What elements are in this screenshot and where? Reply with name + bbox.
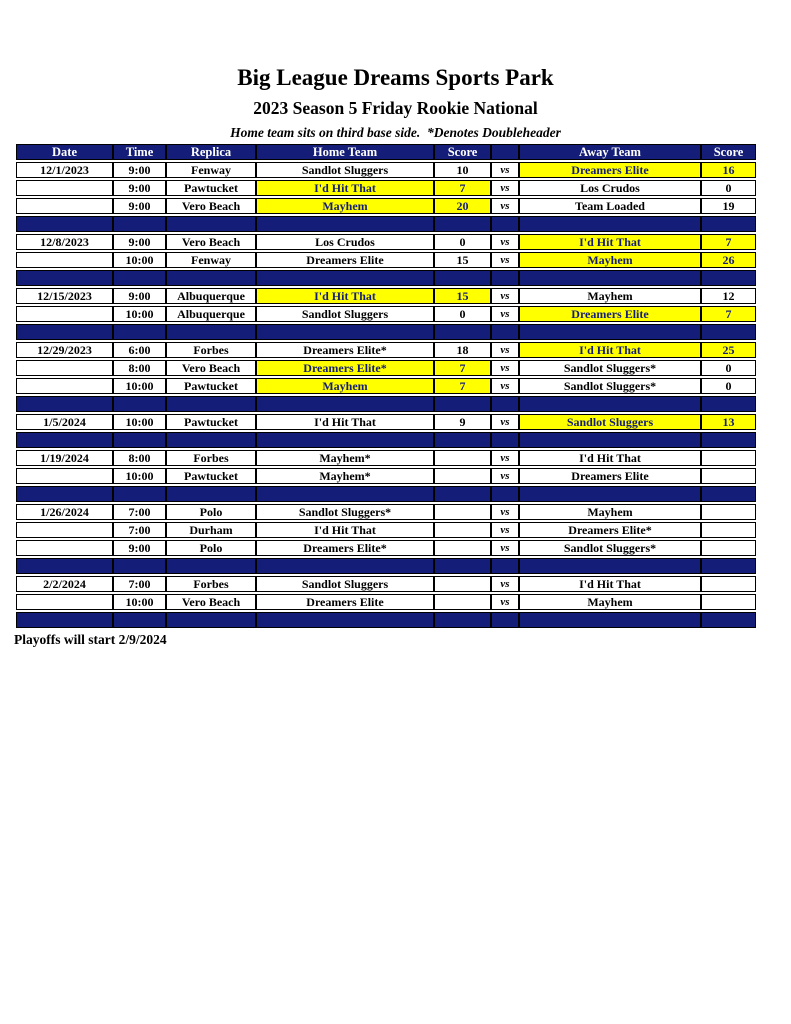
separator-cell (256, 324, 434, 340)
time-cell: 9:00 (113, 198, 166, 214)
separator-row (16, 558, 756, 574)
vs-cell: vs (491, 306, 519, 322)
home-score-cell (434, 450, 491, 466)
home-score-cell (434, 468, 491, 484)
separator-row (16, 216, 756, 232)
separator-cell (166, 486, 256, 502)
separator-cell (519, 612, 701, 628)
game-row (16, 378, 756, 394)
date-cell: 1/19/2024 (16, 450, 113, 466)
separator-cell (519, 270, 701, 286)
separator-cell (16, 612, 113, 628)
home-team-cell: Sandlot Sluggers (256, 576, 434, 592)
away-team-cell: Dreamers Elite* (519, 522, 701, 538)
separator-cell (519, 396, 701, 412)
time-cell: 9:00 (113, 162, 166, 178)
separator-cell (491, 432, 519, 448)
game-row (16, 576, 756, 592)
away-score-cell: 7 (701, 306, 756, 322)
separator-cell (166, 612, 256, 628)
home-team-cell: Dreamers Elite (256, 252, 434, 268)
home-score-cell: 9 (434, 414, 491, 430)
separator-cell (701, 432, 756, 448)
vs-cell: vs (491, 378, 519, 394)
separator-cell (16, 270, 113, 286)
home-score-cell: 15 (434, 288, 491, 304)
home-score-cell: 7 (434, 378, 491, 394)
vs-cell: vs (491, 540, 519, 556)
vs-cell: vs (491, 522, 519, 538)
separator-cell (434, 396, 491, 412)
separator-cell (519, 324, 701, 340)
home-score-cell: 0 (434, 234, 491, 250)
vs-cell: vs (491, 576, 519, 592)
away-team-cell: Dreamers Elite (519, 162, 701, 178)
separator-cell (256, 612, 434, 628)
home-team-cell: Mayhem* (256, 468, 434, 484)
separator-cell (16, 216, 113, 232)
away-score-cell: 13 (701, 414, 756, 430)
away-score-cell (701, 468, 756, 484)
separator-cell (256, 558, 434, 574)
date-cell: 2/2/2024 (16, 576, 113, 592)
separator-cell (434, 558, 491, 574)
game-row (16, 522, 756, 538)
separator-cell (434, 216, 491, 232)
separator-cell (166, 216, 256, 232)
away-team-cell: Sandlot Sluggers* (519, 360, 701, 376)
date-cell (16, 522, 113, 538)
page-subtitle: 2023 Season 5 Friday Rookie National (253, 98, 538, 118)
page-note: Home team sits on third base side. *Denotes Doubleheader (230, 125, 561, 140)
vs-cell: vs (491, 594, 519, 610)
away-score-cell: 7 (701, 234, 756, 250)
vs-cell: vs (491, 468, 519, 484)
time-cell: 10:00 (113, 468, 166, 484)
away-score-cell (701, 594, 756, 610)
separator-cell (113, 396, 166, 412)
date-cell (16, 252, 113, 268)
date-cell: 12/1/2023 (16, 162, 113, 178)
time-cell: 10:00 (113, 252, 166, 268)
separator-cell (166, 324, 256, 340)
date-cell (16, 306, 113, 322)
vs-cell: vs (491, 198, 519, 214)
away-score-cell (701, 450, 756, 466)
vs-cell: vs (491, 180, 519, 196)
away-team-cell: Sandlot Sluggers (519, 414, 701, 430)
home-team-cell: Sandlot Sluggers (256, 306, 434, 322)
away-score-cell: 12 (701, 288, 756, 304)
away-team-cell: Mayhem (519, 252, 701, 268)
home-team-cell: Sandlot Sluggers (256, 162, 434, 178)
vs-cell: vs (491, 252, 519, 268)
away-team-cell: I'd Hit That (519, 450, 701, 466)
date-cell (16, 360, 113, 376)
time-cell: 9:00 (113, 540, 166, 556)
separator-cell (701, 558, 756, 574)
home-team-cell: Dreamers Elite* (256, 540, 434, 556)
date-cell (16, 468, 113, 484)
game-row (16, 450, 756, 466)
replica-cell: Vero Beach (166, 198, 256, 214)
away-team-cell: Mayhem (519, 594, 701, 610)
away-score-cell: 16 (701, 162, 756, 178)
time-cell: 7:00 (113, 576, 166, 592)
separator-cell (256, 486, 434, 502)
replica-cell: Pawtucket (166, 378, 256, 394)
playoffs-note: Playoffs will start 2/9/2024 (14, 632, 167, 647)
game-row (16, 234, 756, 250)
time-cell: 9:00 (113, 180, 166, 196)
away-team-cell: Team Loaded (519, 198, 701, 214)
replica-cell: Vero Beach (166, 360, 256, 376)
replica-cell: Polo (166, 540, 256, 556)
replica-cell: Polo (166, 504, 256, 520)
replica-cell: Durham (166, 522, 256, 538)
home-score-cell: 7 (434, 180, 491, 196)
away-score-cell: 0 (701, 360, 756, 376)
time-cell: 8:00 (113, 360, 166, 376)
separator-cell (491, 324, 519, 340)
game-row (16, 342, 756, 358)
home-score-cell: 18 (434, 342, 491, 358)
home-team-cell: Mayhem* (256, 450, 434, 466)
schedule-table (16, 142, 756, 630)
home-team-cell: I'd Hit That (256, 288, 434, 304)
vs-cell: vs (491, 450, 519, 466)
vs-cell: vs (491, 360, 519, 376)
away-score-cell (701, 504, 756, 520)
separator-cell (16, 486, 113, 502)
separator-row (16, 396, 756, 412)
separator-cell (519, 432, 701, 448)
game-row (16, 540, 756, 556)
date-cell: 12/8/2023 (16, 234, 113, 250)
home-score-cell: 15 (434, 252, 491, 268)
separator-cell (434, 270, 491, 286)
separator-cell (166, 432, 256, 448)
away-team-cell: I'd Hit That (519, 576, 701, 592)
separator-cell (434, 324, 491, 340)
separator-cell (701, 270, 756, 286)
page-title: Big League Dreams Sports Park (237, 65, 554, 90)
home-score-cell (434, 540, 491, 556)
date-cell: 1/26/2024 (16, 504, 113, 520)
away-score-cell (701, 522, 756, 538)
game-row (16, 414, 756, 430)
home-score-cell (434, 504, 491, 520)
replica-cell: Pawtucket (166, 468, 256, 484)
date-cell (16, 540, 113, 556)
home-score-cell: 20 (434, 198, 491, 214)
away-team-cell: Sandlot Sluggers* (519, 540, 701, 556)
game-row (16, 504, 756, 520)
vs-cell: vs (491, 288, 519, 304)
game-row (16, 180, 756, 196)
time-cell: 9:00 (113, 288, 166, 304)
replica-cell: Fenway (166, 252, 256, 268)
game-row (16, 468, 756, 484)
home-team-cell: Mayhem (256, 198, 434, 214)
column-header-home-team: Home Team (256, 144, 434, 160)
away-team-cell: I'd Hit That (519, 342, 701, 358)
game-row (16, 288, 756, 304)
home-score-cell: 10 (434, 162, 491, 178)
replica-cell: Albuquerque (166, 306, 256, 322)
separator-row (16, 270, 756, 286)
separator-cell (491, 396, 519, 412)
away-team-cell: Sandlot Sluggers* (519, 378, 701, 394)
away-team-cell: Dreamers Elite (519, 306, 701, 322)
replica-cell: Forbes (166, 342, 256, 358)
vs-cell: vs (491, 234, 519, 250)
replica-cell: Vero Beach (166, 594, 256, 610)
column-header-time: Time (113, 144, 166, 160)
home-team-cell: I'd Hit That (256, 522, 434, 538)
replica-cell: Forbes (166, 450, 256, 466)
away-team-cell: Mayhem (519, 288, 701, 304)
column-header-date: Date (16, 144, 113, 160)
separator-row (16, 324, 756, 340)
separator-cell (434, 612, 491, 628)
time-cell: 10:00 (113, 594, 166, 610)
away-team-cell: I'd Hit That (519, 234, 701, 250)
replica-cell: Albuquerque (166, 288, 256, 304)
separator-cell (166, 270, 256, 286)
separator-cell (16, 432, 113, 448)
game-row (16, 360, 756, 376)
home-score-cell: 7 (434, 360, 491, 376)
separator-cell (519, 558, 701, 574)
home-score-cell (434, 522, 491, 538)
separator-cell (701, 486, 756, 502)
separator-cell (16, 396, 113, 412)
separator-cell (16, 324, 113, 340)
home-team-cell: Sandlot Sluggers* (256, 504, 434, 520)
home-score-cell: 0 (434, 306, 491, 322)
separator-cell (491, 486, 519, 502)
home-score-cell (434, 594, 491, 610)
time-cell: 8:00 (113, 450, 166, 466)
date-cell (16, 198, 113, 214)
home-team-cell: I'd Hit That (256, 414, 434, 430)
separator-cell (434, 486, 491, 502)
time-cell: 7:00 (113, 504, 166, 520)
home-team-cell: Los Crudos (256, 234, 434, 250)
separator-cell (256, 216, 434, 232)
schedule-header-row (16, 144, 756, 160)
away-score-cell: 0 (701, 378, 756, 394)
column-header-score: Score (434, 144, 491, 160)
date-cell: 12/29/2023 (16, 342, 113, 358)
game-row (16, 306, 756, 322)
time-cell: 10:00 (113, 414, 166, 430)
separator-cell (701, 324, 756, 340)
separator-cell (166, 558, 256, 574)
separator-cell (491, 270, 519, 286)
separator-cell (113, 216, 166, 232)
replica-cell: Pawtucket (166, 180, 256, 196)
separator-cell (256, 432, 434, 448)
column-header-away-team: Away Team (519, 144, 701, 160)
separator-cell (113, 324, 166, 340)
away-score-cell: 19 (701, 198, 756, 214)
time-cell: 9:00 (113, 234, 166, 250)
time-cell: 10:00 (113, 378, 166, 394)
separator-cell (113, 558, 166, 574)
separator-cell (256, 396, 434, 412)
home-team-cell: Dreamers Elite* (256, 360, 434, 376)
replica-cell: Pawtucket (166, 414, 256, 430)
time-cell: 10:00 (113, 306, 166, 322)
separator-row (16, 486, 756, 502)
away-score-cell (701, 576, 756, 592)
separator-cell (701, 216, 756, 232)
separator-cell (491, 612, 519, 628)
replica-cell: Fenway (166, 162, 256, 178)
separator-cell (491, 558, 519, 574)
away-team-cell: Mayhem (519, 504, 701, 520)
home-score-cell (434, 576, 491, 592)
home-team-cell: Mayhem (256, 378, 434, 394)
vs-cell: vs (491, 162, 519, 178)
time-cell: 6:00 (113, 342, 166, 358)
date-cell: 12/15/2023 (16, 288, 113, 304)
game-row (16, 252, 756, 268)
away-score-cell: 0 (701, 180, 756, 196)
home-team-cell: Dreamers Elite* (256, 342, 434, 358)
separator-cell (256, 270, 434, 286)
away-team-cell: Los Crudos (519, 180, 701, 196)
vs-cell: vs (491, 342, 519, 358)
home-team-cell: I'd Hit That (256, 180, 434, 196)
separator-cell (701, 396, 756, 412)
away-score-cell: 25 (701, 342, 756, 358)
away-score-cell (701, 540, 756, 556)
separator-cell (434, 432, 491, 448)
separator-cell (519, 216, 701, 232)
date-cell (16, 180, 113, 196)
separator-row (16, 432, 756, 448)
away-team-cell: Dreamers Elite (519, 468, 701, 484)
separator-cell (701, 612, 756, 628)
away-score-cell: 26 (701, 252, 756, 268)
vs-cell: vs (491, 414, 519, 430)
column-header-score: Score (701, 144, 756, 160)
date-cell: 1/5/2024 (16, 414, 113, 430)
replica-cell: Forbes (166, 576, 256, 592)
game-row (16, 594, 756, 610)
separator-cell (113, 612, 166, 628)
separator-cell (491, 216, 519, 232)
time-cell: 7:00 (113, 522, 166, 538)
column-header-vs (491, 144, 519, 160)
date-cell (16, 378, 113, 394)
vs-cell: vs (491, 504, 519, 520)
separator-cell (16, 558, 113, 574)
home-team-cell: Dreamers Elite (256, 594, 434, 610)
separator-cell (519, 486, 701, 502)
separator-cell (113, 270, 166, 286)
replica-cell: Vero Beach (166, 234, 256, 250)
column-header-replica: Replica (166, 144, 256, 160)
game-row (16, 198, 756, 214)
separator-cell (113, 486, 166, 502)
game-row (16, 162, 756, 178)
separator-cell (113, 432, 166, 448)
separator-cell (166, 396, 256, 412)
date-cell (16, 594, 113, 610)
separator-row (16, 612, 756, 628)
